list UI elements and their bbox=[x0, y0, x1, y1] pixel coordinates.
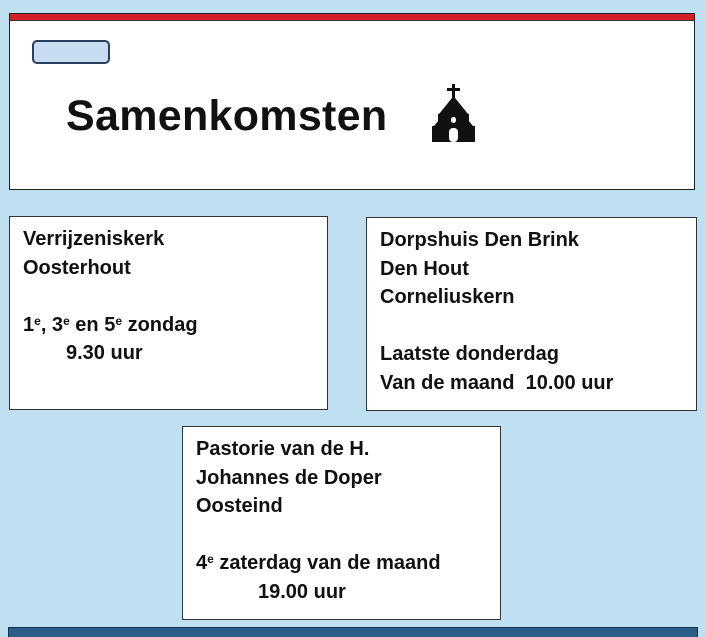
schedule-time: 9.30 uur bbox=[66, 342, 143, 365]
location-place: Den Hout bbox=[380, 257, 469, 280]
location-name: Verrijzeniskerk bbox=[23, 228, 165, 250]
header-accent-stripe bbox=[10, 14, 694, 21]
location-place: Oosterhout bbox=[23, 256, 131, 279]
location-parish: Corneliuskern bbox=[380, 286, 515, 309]
header-placeholder-pill bbox=[32, 40, 110, 64]
schedule-day: Laatste donderdag bbox=[380, 343, 559, 366]
page-title: Samenkomsten bbox=[66, 92, 388, 140]
schedule-days: 1e, 3e en 5e zondag bbox=[23, 313, 198, 336]
location-card-dorpshuis bbox=[366, 217, 697, 411]
location-name: Pastorie van de H. bbox=[196, 438, 370, 460]
schedule-time: Van de maand 10.00 uur bbox=[380, 371, 614, 394]
location-card-pastorie bbox=[182, 426, 501, 620]
location-card-verrijzeniskerk bbox=[9, 216, 328, 410]
schedule-day: 4e zaterdag van de maand bbox=[196, 552, 441, 575]
location-place: Oosteind bbox=[196, 495, 283, 518]
footer-bar bbox=[8, 627, 698, 637]
header-panel bbox=[9, 13, 695, 190]
schedule-time: 19.00 uur bbox=[258, 580, 346, 603]
location-name-continued: Johannes de Doper bbox=[196, 466, 382, 489]
church-icon bbox=[430, 84, 480, 144]
location-name: Dorpshuis Den Brink bbox=[380, 229, 579, 251]
